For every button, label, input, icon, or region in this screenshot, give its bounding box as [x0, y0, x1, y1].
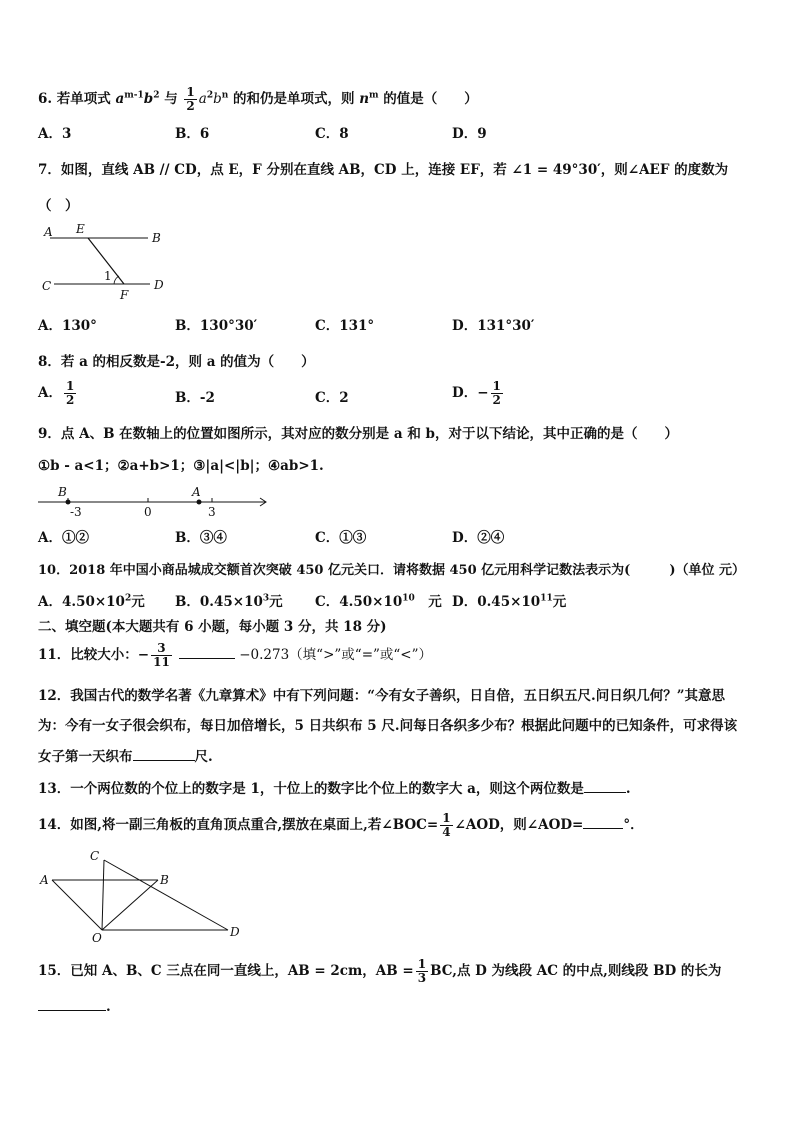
option-d[interactable]: D．131°30′	[452, 318, 535, 334]
answer-blank[interactable]	[584, 778, 626, 793]
answer-paren: （ ）	[38, 198, 79, 214]
figure-number-line	[36, 484, 272, 524]
question-15: 15．已知 A、B、C 三点在同一直线上，AB = 2cm，AB = $\frac{1}{3}$ BC,点 D 为线段 AC 的中点,则线段 BD 的长为	[38, 957, 722, 985]
option-b[interactable]: B．-2	[175, 390, 215, 406]
label-b: B	[58, 485, 67, 499]
option-a[interactable]: A． $\frac{1}{2}$	[38, 379, 75, 407]
label-b: B	[152, 231, 161, 245]
option-c[interactable]: C．2	[315, 390, 349, 406]
label-a: A	[40, 873, 49, 887]
question-12-line-3: 女子第一天织布 尺.	[38, 746, 213, 767]
parallel-lines-diagram	[36, 220, 176, 305]
question-7: 7．如图，直线 AB // CD，点 E，F 分别在直线 AB，CD 上，连接 EF，若 ∠1 = 49°30′，则∠AEF 的度数为	[38, 162, 729, 178]
conclusions: ①b - a<1；②a+b>1；③|a|<|b|；④ab>1.	[38, 458, 324, 474]
answer-blank[interactable]	[133, 746, 195, 761]
option-a[interactable]: A．①②	[38, 530, 89, 546]
triangle-rulers-diagram	[36, 846, 256, 946]
option-d[interactable]: D．− $\frac{1}{2}$	[452, 379, 501, 407]
section-heading: 二、填空题(本大题共有 6 小题，每小题 3 分，共 18 分)	[38, 619, 387, 635]
figure-triangle-rulers	[36, 846, 256, 950]
question-8: 8．若 a 的相反数是-2，则 a 的值为（ ）	[38, 354, 315, 370]
question-number: 6.	[38, 91, 53, 107]
option-c[interactable]: C．$4.50\times 10^{10}$ 元	[315, 593, 442, 610]
figure-parallel-lines	[36, 220, 176, 309]
label-b: B	[160, 873, 169, 887]
option-a[interactable]: A．$4.50\times 10^2$元	[38, 593, 145, 610]
option-b[interactable]: B．130°30′	[175, 318, 258, 334]
question-12-line-2: 为：今有一女子很会织布，每日加倍增长，5 日共织布 5 尺.问每日各织多少布？根据此问题中的已知条件，可求得该	[38, 718, 738, 734]
question-10: 10．2018 年中国小商品城成交额首次突破 450 亿元关口．请将数据 450 亿元用科学记数法表示为( )（单位 元）	[38, 563, 746, 578]
question-14: 14．如图,将一副三角板的直角顶点重合,摆放在桌面上,若∠BOC= $\frac{1}{4}$ ∠AOD，则∠AOD= °．	[38, 811, 644, 839]
answer-blank[interactable]	[583, 814, 623, 829]
option-c[interactable]: C．8	[315, 126, 349, 142]
question-9: 9．点 A、B 在数轴上的位置如图所示，其对应的数分别是 a 和 b，对于以下结论，其中正确的是（ ）	[38, 426, 678, 442]
option-a[interactable]: A．3	[38, 126, 72, 142]
number-line-diagram	[36, 484, 272, 520]
answer-blank[interactable]	[179, 644, 235, 659]
tick-neg3: -3	[70, 505, 82, 519]
fraction: $\frac{1}{2}$	[186, 85, 195, 113]
tick-0: 0	[144, 505, 152, 519]
question-15-answer: .	[38, 996, 111, 1017]
label-f: F	[120, 288, 129, 302]
option-b[interactable]: B．6	[175, 126, 210, 142]
option-d[interactable]: D．9	[452, 126, 487, 142]
question-11: 11．比较大小：− $\frac{3}{11}$ −0.273（填“>”或“=”或“<”）	[38, 641, 433, 669]
label-c: C	[42, 279, 52, 293]
answer-blank[interactable]	[38, 996, 106, 1011]
label-e: E	[76, 222, 85, 236]
question-13: 13．一个两位数的个位上的数字是 1，十位上的数字比个位上的数字大 a，则这个两位数是 .	[38, 778, 631, 799]
option-d[interactable]: D．②④	[452, 530, 505, 546]
option-c[interactable]: C．131°	[315, 318, 375, 334]
question-6: 6. 若单项式 $a^{m-1}b^2$ 与 $\frac{1}{2}$ $a^2b^n$ 的和仍是单项式，则 $n^m$ 的值是（ ）	[38, 85, 478, 113]
option-b[interactable]: B．$0.45\times 10^3$元	[175, 593, 283, 610]
question-12-line-1: 12．我国古代的数学名著《九章算术》中有下列问题：“今有女子善织，日自倍，五日织五尺.问日织几何？”其意思	[38, 688, 726, 704]
option-b[interactable]: B．③④	[175, 530, 227, 546]
label-angle-1: 1	[104, 269, 112, 283]
option-c[interactable]: C．①③	[315, 530, 367, 546]
label-o: O	[92, 931, 102, 945]
label-d: D	[154, 278, 164, 292]
label-a: A	[192, 485, 201, 499]
label-c: C	[90, 849, 100, 863]
label-d: D	[230, 925, 240, 939]
label-a: A	[44, 225, 53, 239]
tick-3: 3	[208, 505, 216, 519]
point-b	[66, 500, 71, 505]
point-a	[197, 500, 202, 505]
option-a[interactable]: A．130°	[38, 318, 97, 334]
option-d[interactable]: D．$0.45\times 10^{11}$元	[452, 593, 567, 610]
